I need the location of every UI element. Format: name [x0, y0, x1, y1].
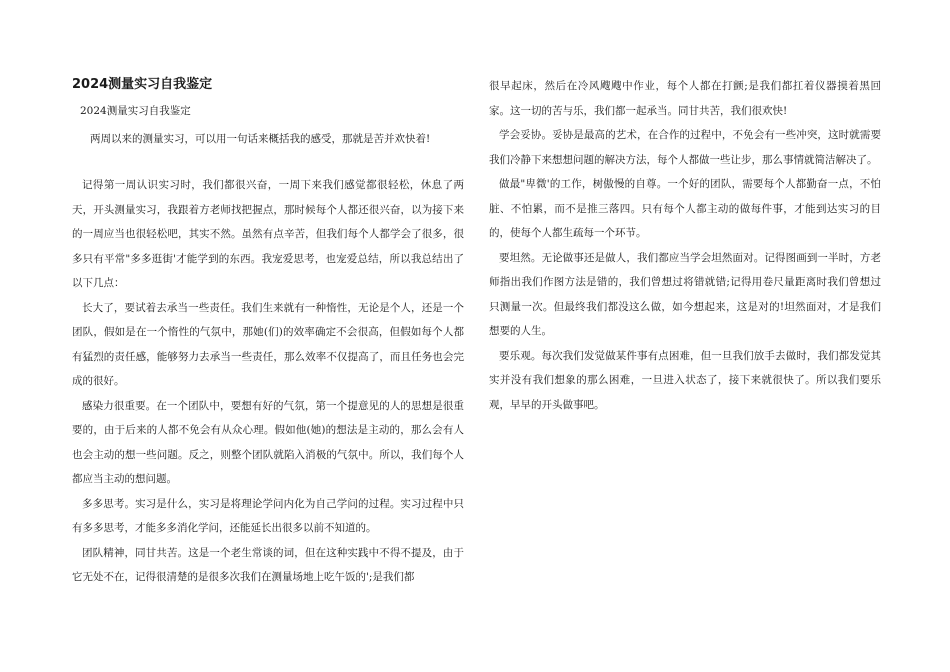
paragraph-left-3: 感染力很重要。在一个团队中，要想有好的气氛，第一个提意见的人的思想是很重要的，由于后来的人都不免会有从众心理。假如他(她)的想法是主动的，那么会有人也会主动的想一些问题。反之，则整个团队就陷入消极的气氛中。所以，我们每个人都应当主动的想问题。	[72, 399, 464, 485]
paragraph-left-5: 团队精神，同甘共苦。这是一个老生常谈的词，但在这种实践中不得不提及，由于它无处不在，记得很清楚的是很多次我们在测量场地上吃午饭的';是我们都	[72, 546, 464, 583]
right-column	[489, 74, 881, 417]
document-subtitle: 2024测量实习自我鉴定	[80, 105, 191, 117]
paragraph-right-5: 要乐观。每次我们发觉做某件事有点困难，但一旦我们放手去做时，我们都发觉其实并没有我们想象的那么困难，一旦进入状态了，接下来就很快了。所以我们要乐观，早早的开头做事吧。	[489, 349, 881, 411]
paragraph-left-4: 多多思考。实习是什么，实习是将理论学问内化为自己学问的过程。实习过程中只有多多思考，才能多多消化学问，还能延长出很多以前不知道的。	[72, 497, 464, 534]
left-column	[72, 173, 464, 590]
lead-paragraph: 两周以来的测量实习，可以用一句话来概括我的感受，那就是苦并欢快着!	[90, 133, 431, 145]
document-title: 2024测量实习自我鉴定	[72, 77, 213, 92]
paragraph-right-2: 学会妥协。妥协是最高的艺术，在合作的过程中，不免会有一些冲突，这时就需要我们冷静下来想想问题的解决方法，每个人都做一些让步，那么事情就简洁解决了。	[489, 129, 881, 166]
paragraph-right-1: 很早起床，然后在冷风飕飕中作业，每个人都在打颤;是我们都扛着仪器摸着黑回家。这一切的苦与乐，我们都一起承当。同甘共苦，我们很欢快!	[489, 80, 881, 117]
paragraph-left-2: 长大了，要试着去承当一些责任。我们生来就有一种惰性，无论是个人，还是一个团队，假如是在一个惰性的气氛中，那她(们)的效率确定不会很高，但假如每个人都有猛烈的责任感，能够努力去承当一些责任，那么效率不仅提高了，而且任务也会完成的很好。	[72, 301, 464, 387]
paragraph-left-1: 记得第一周认识实习时，我们都很兴奋，一周下来我们感觉都很轻松，休息了两天，开头测量实习，我跟着方老师找把握点，那时候每个人都还很兴奋，以为接下来的一周应当也很轻松吧，其实不然。虽然有点辛苦，但我们每个人都学会了很多，很多只有平常"多多逛街'才能学到的东西。我宠爱思考，也宠爱总结，所以我总结出了以下几点：	[72, 179, 464, 289]
paragraph-right-4: 要坦然。无论做事还是做人，我们都应当学会坦然面对。记得图画到一半时，方老师指出我们作图方法是错的，我们曾想过将错就错;记得用卷尺量距离时我们曾想过只测量一次。但最终我们都没这么做，如今想起来，这是对的!坦然面对，才是我们想要的人生。	[489, 251, 881, 337]
paragraph-right-3: 做最"卑微'的工作，树傲慢的自尊。一个好的团队，需要每个人都勤奋一点，不怕脏、不怕累，而不是推三落四。只有每个人都主动的做每件事，才能到达实习的目的，使每个人都生疏每一个环节。	[489, 178, 881, 239]
